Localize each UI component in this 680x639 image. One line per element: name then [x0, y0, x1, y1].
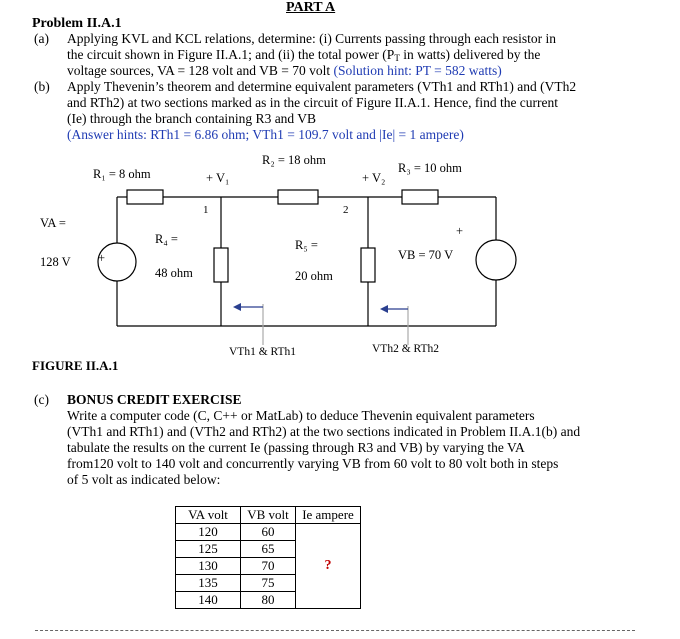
page-divider	[35, 630, 635, 631]
va-plus: +	[98, 251, 106, 265]
part-c-line1: Write a computer code (C, C++ or MatLab) to deduce Thevenin equivalent parameters	[67, 408, 535, 423]
part-b-marker: (b)	[34, 79, 50, 94]
arrow-head-1	[233, 303, 241, 311]
cell-vb: 70	[241, 558, 296, 575]
th1-label: VTh1 & RTh1	[229, 346, 297, 358]
va-label: VA =	[40, 216, 66, 230]
th2-label: VTh2 & RTh2	[372, 343, 440, 355]
resistor-r4	[214, 248, 228, 282]
header-ie: Ie ampere	[296, 507, 361, 524]
resistor-r5	[361, 248, 375, 282]
cell-ie-unknown: ?	[296, 524, 361, 609]
arrow-head-2	[380, 305, 388, 313]
part-a-line1: Applying KVL and KCL relations, determine: (i) Currents passing through each resistor in	[67, 31, 557, 46]
node-1-label: 1	[203, 204, 209, 216]
part-c-line2: (VTh1 and RTh1) and (VTh2 and RTh2) at the two sections indicated in Problem II.A.1(b) and	[67, 424, 581, 439]
cell-va: 135	[176, 575, 241, 592]
vb-plus: +	[456, 224, 464, 238]
part-c-line5: of 5 volt as indicated below:	[67, 472, 221, 487]
part-a-heading: PART A	[286, 0, 336, 15]
resistor-r3	[402, 190, 438, 204]
cell-va: 140	[176, 592, 241, 609]
cell-va: 120	[176, 524, 241, 541]
part-c-line3: tabulate the results on the current Ie (passing through R3 and VB) by varying the VA	[67, 440, 525, 455]
part-c-marker: (c)	[34, 392, 49, 407]
source-vb	[476, 240, 516, 280]
cell-va: 130	[176, 558, 241, 575]
figure-caption: FIGURE II.A.1	[32, 358, 119, 373]
r5-label: R₅ =	[295, 238, 318, 252]
cell-va: 125	[176, 541, 241, 558]
r4-label: R₄ =	[155, 232, 178, 246]
r3-label: R₃ = 10 ohm	[398, 161, 462, 175]
part-b-line1: Apply Thevenin’s theorem and determine equivalent parameters (VTh1 and RTh1) and (VTh2	[67, 79, 577, 94]
va-value: 128 V	[40, 255, 71, 269]
part-b-line3: (Ie) through the branch containing R3 and VB	[67, 111, 317, 126]
vb-label: VB = 70 V	[398, 248, 454, 262]
cell-vb: 75	[241, 575, 296, 592]
table-header-row	[176, 507, 361, 524]
resistor-r2	[278, 190, 318, 204]
cell-vb: 65	[241, 541, 296, 558]
r4-value: 48 ohm	[155, 266, 193, 280]
solution-hint: (Solution hint: PT = 582 watts)	[333, 63, 502, 78]
header-va: VA volt	[176, 507, 241, 524]
answer-hint: (Answer hints: RTh1 = 6.86 ohm; VTh1 = 109.7 volt and |Ie| = 1 ampere)	[67, 127, 464, 142]
part-a-line2: the circuit shown in Figure II.A.1; and (ii) the total power (PT in watts) delivered by the	[67, 47, 541, 63]
part-a-marker: (a)	[34, 31, 49, 46]
problem-title: Problem II.A.1	[32, 16, 122, 31]
bonus-title: BONUS CREDIT EXERCISE	[67, 392, 242, 407]
r5-value: 20 ohm	[295, 269, 333, 283]
resistor-r1	[127, 190, 163, 204]
v2-label: + V₂	[362, 171, 386, 185]
table-row	[176, 524, 361, 541]
r1-label: R₁ = 8 ohm	[93, 167, 151, 181]
v1-label: + V₁	[206, 171, 230, 185]
cell-vb: 60	[241, 524, 296, 541]
node-2-label: 2	[343, 204, 349, 216]
cell-vb: 80	[241, 592, 296, 609]
part-b-line2: and RTh2) at two sections marked as in the circuit of Figure II.A.1. Hence, find the current	[67, 95, 559, 110]
part-c-line4: from120 volt to 140 volt and concurrently varying VB from 60 volt to 80 volt both in steps	[67, 456, 559, 471]
part-a-line3: voltage sources, VA = 128 volt and VB = 70 volt (Solution hint: PT = 582 watts)	[67, 63, 502, 78]
header-vb: VB volt	[241, 507, 296, 524]
r2-label: R₂ = 18 ohm	[262, 153, 326, 167]
values-table	[175, 506, 361, 609]
